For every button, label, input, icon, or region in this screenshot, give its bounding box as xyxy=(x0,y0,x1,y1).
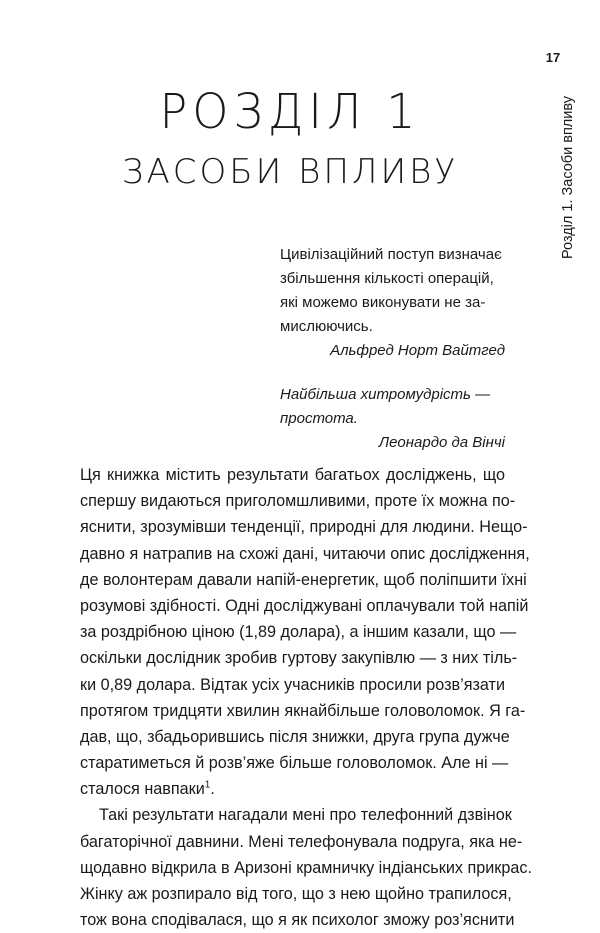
text-line: дав, що, збадьорившись після знижки, друга група дужче xyxy=(80,727,510,746)
epigraph-author: Альфред Норт Вайтгед xyxy=(330,342,505,359)
text-fragment: сталося навпаки xyxy=(80,780,205,799)
epigraph-da-vinci xyxy=(280,383,505,455)
page-number: 17 xyxy=(545,50,561,65)
text-line: спершу видаються приголомшливими, проте їх можна по- xyxy=(80,492,516,511)
epigraph-line: збільшення кількості операцій, xyxy=(280,270,494,287)
epigraph-line: простота. xyxy=(280,410,358,427)
text-line: давно я натрапив на схожі дані, читаючи опис дослідження, xyxy=(80,544,530,563)
text-line: щодавно відкрила в Аризоні крамничку індіанських прикрас. xyxy=(80,858,532,877)
text-line: багаторічної давнини. Мені телефонувала подруга, яка не- xyxy=(80,832,523,851)
text-line: розумові здібності. Одні досліджувані оплачували той напій xyxy=(80,596,529,615)
text-line: оскільки дослідник зробив гуртову закупівлю — з них тіль- xyxy=(80,649,518,668)
text-line: за роздрібною ціною (1,89 долара), а іншим казали, що — xyxy=(80,623,517,642)
epigraph-author: Леонардо да Вінчі xyxy=(378,434,505,451)
chapter-title: ЗАСОБИ ВПЛИВУ xyxy=(121,152,459,192)
epigraph-line: які можемо виконувати не за- xyxy=(280,294,486,311)
text-line: яснити, зрозумівши тенденції, природні для людини. Нещо- xyxy=(80,518,528,537)
text-line: де волонтерам давали напій-енергетик, щоб поліпшити їхні xyxy=(80,570,527,589)
text-line: Жінку аж розпирало від того, що з нею щойно трапилося, xyxy=(80,885,512,903)
epigraph-line: Цивілізаційний поступ визначає xyxy=(280,246,502,263)
text-line: Ця книжка містить результати багатьох досліджень, що xyxy=(80,466,505,484)
text-line: Такі результати нагадали мені про телефонний дзвінок xyxy=(99,806,512,825)
running-head: Розділ 1. Засоби впливу xyxy=(560,96,576,260)
epigraph-line: мислюючись. xyxy=(280,318,373,335)
chapter-number: РОЗДІЛ 1 xyxy=(159,82,421,140)
footnote-marker[interactable]: 1 xyxy=(204,779,211,791)
text-line: ки 0,89 долара. Відтак усіх учасників просили розв’язати xyxy=(80,675,506,694)
text-line: старатиметься й розв’яже більше головоломок. Але ні — xyxy=(80,754,509,773)
body-text xyxy=(80,462,532,933)
epigraph-whitehead xyxy=(280,243,505,363)
text-line: тож вона сподівалася, що я як психолог зможу роз’яснити xyxy=(80,911,515,930)
text-fragment: . xyxy=(210,780,215,799)
epigraph-line: Найбільша хитромудрість — xyxy=(280,386,491,403)
text-line: протягом тридцяти хвилин якнайбільше головоломок. Я га- xyxy=(80,701,526,720)
text-line xyxy=(80,776,505,802)
